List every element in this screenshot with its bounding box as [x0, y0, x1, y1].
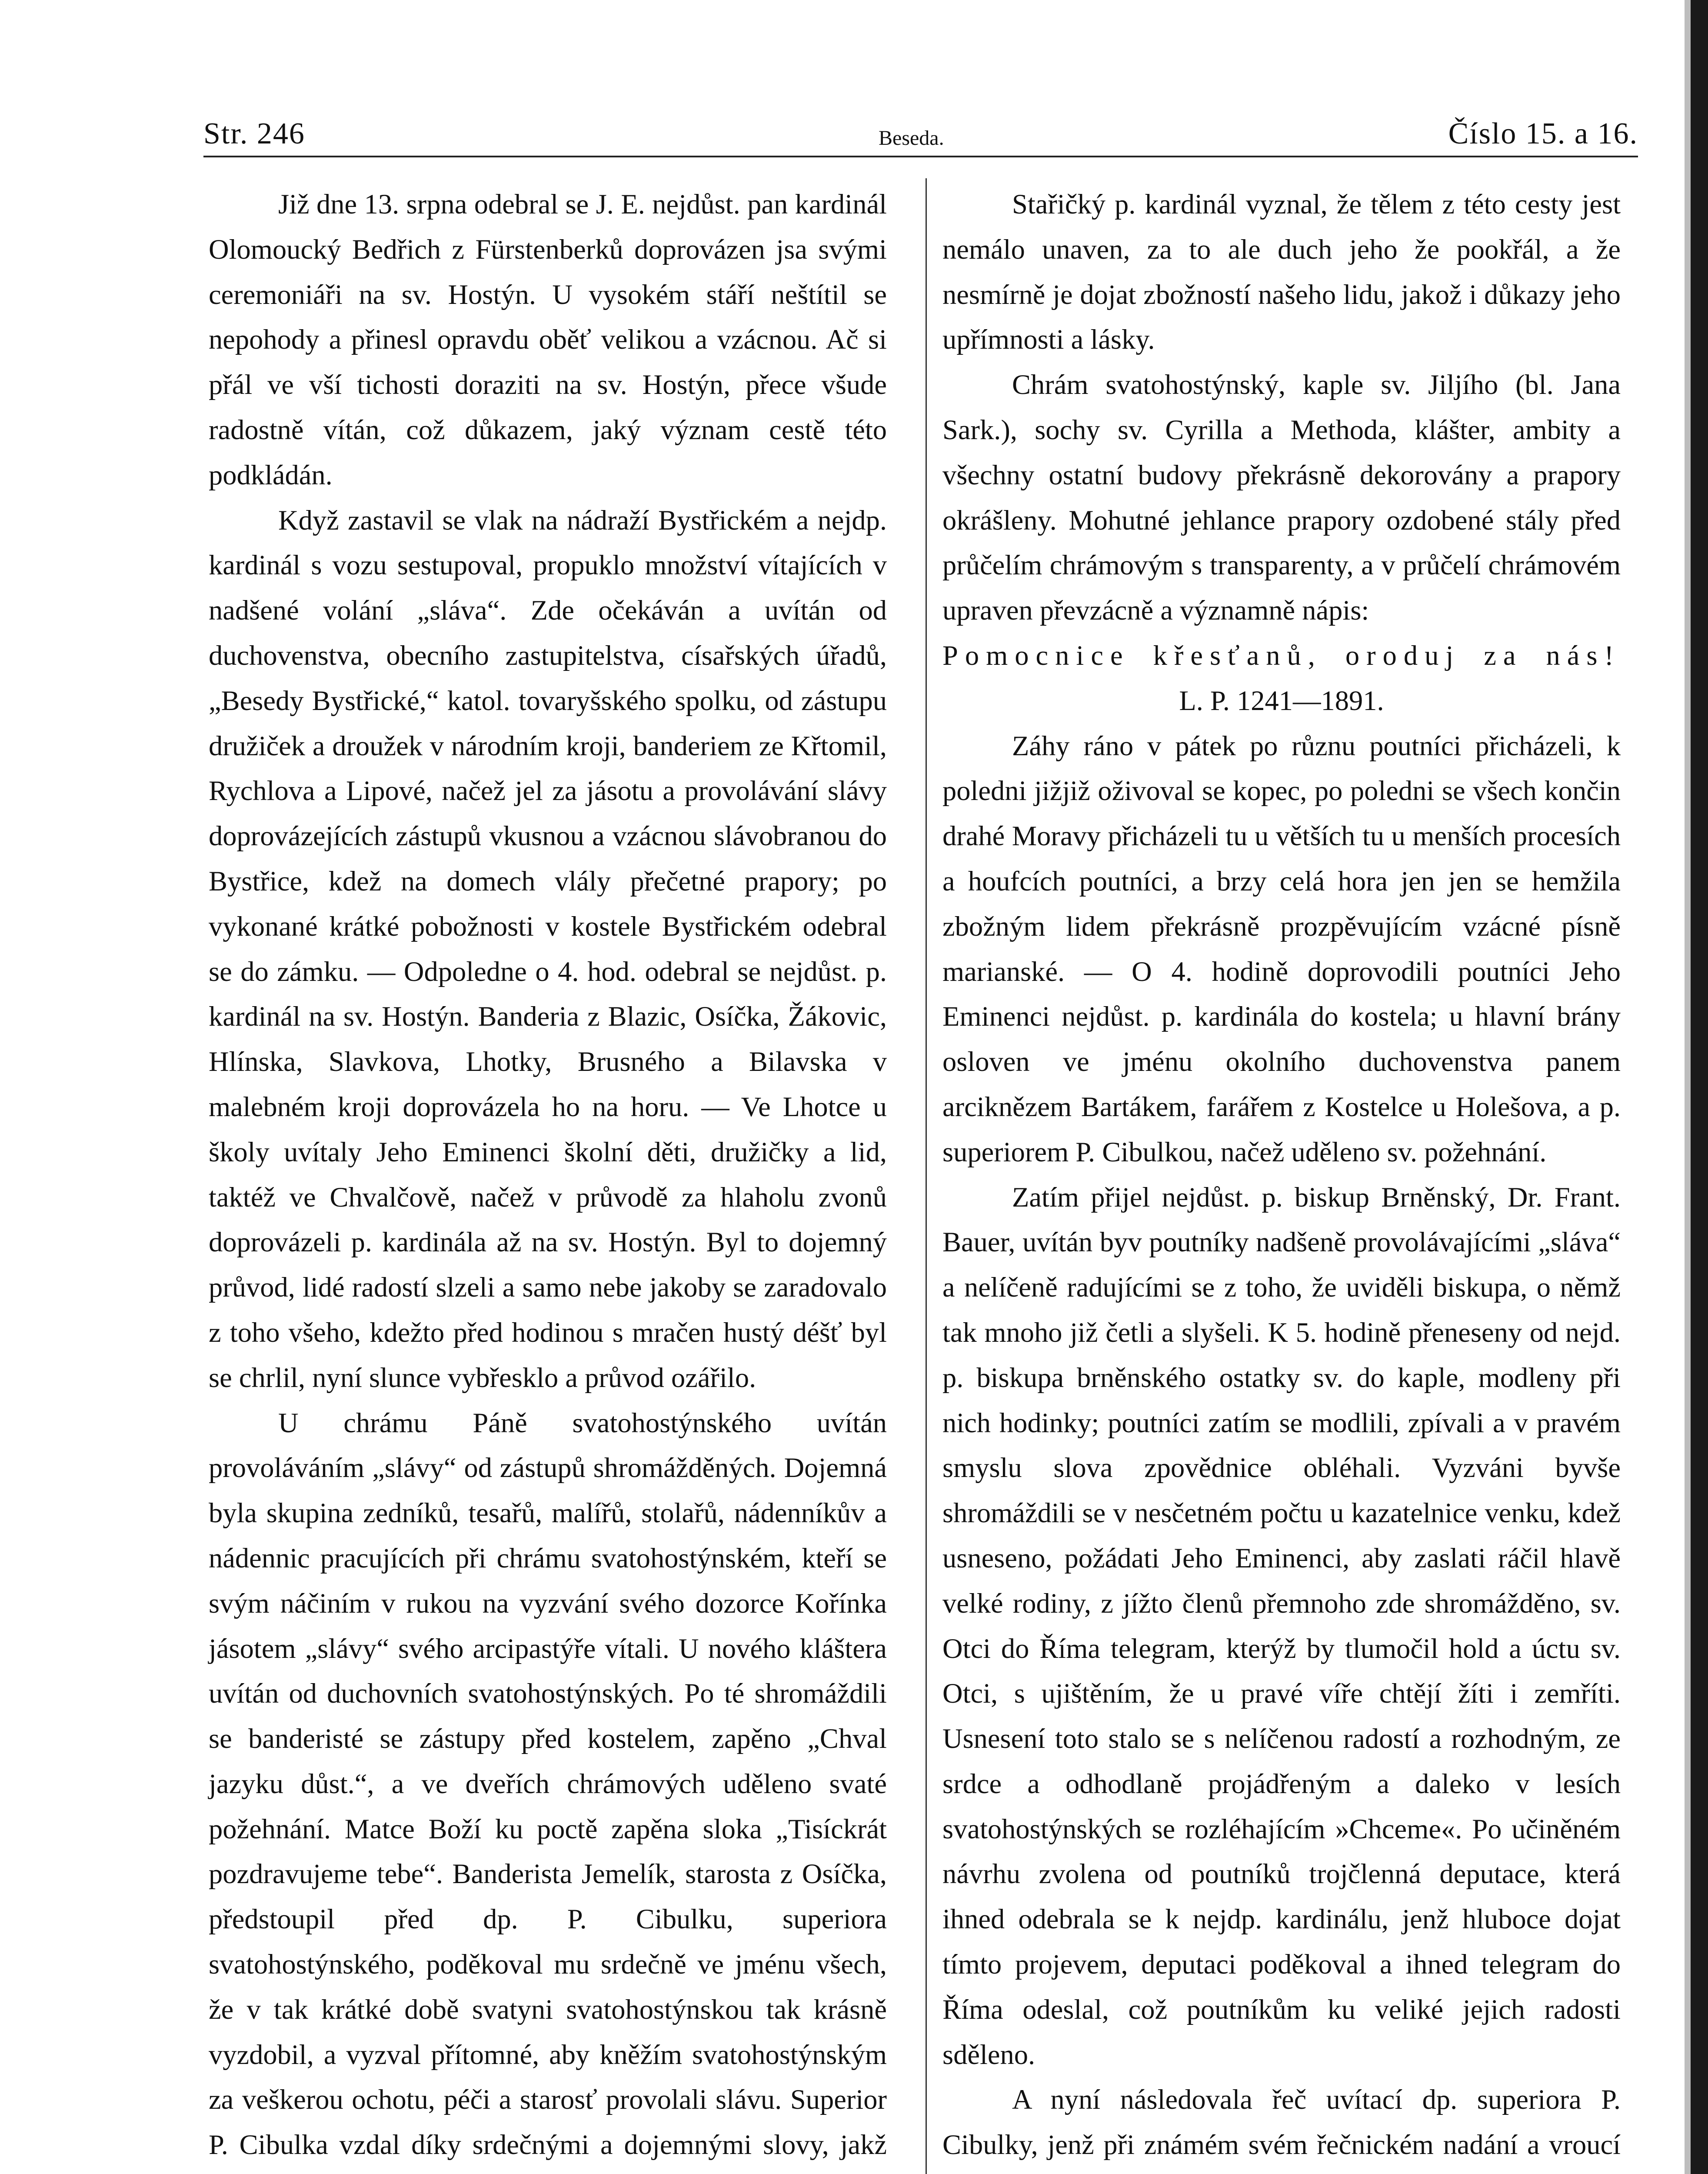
paragraph: Již dne 13. srpna odebral se J. E. nejdůst. pan kardinál Olomoucký Bedřich z Fürstenberků doprovázen jsa svými ceremoniáři na sv. Hostýn. U vysokém stáří neštítil se nepohody a přinesl opravdu oběť velikou a vzácnou. Ač si přál ve vší tichosti doraziti na sv. Hostýn, přece všude radostně vítán, což důkazem, jaký význam cestě této podkládán.: [209, 189, 887, 490]
paragraph: Zatím přijel nejdůst. p. biskup Brněnský, Dr. Frant. Bauer, uvítán byv poutníky nadšeně provolávajícími „sláva“ a nelíčeně radujícími se z toho, že uviděli biskupa, o němž tak mnoho již četli a slyšeli. K 5. hodině přeneseny od nejd. p. biskupa brněnského ostatky sv. do kaple, modleny při nich hodinky; poutníci zatím se modlili, zpívali a v pravém smyslu slova zpovědnice obléhali. Vyzváni byvše shromáždili se v nesčetném počtu u kazatelnice venku, kdež usneseno, požádati Jeho Eminenci, aby zaslati ráčil hlavě velké rodiny, z jížto členů přemnoho zde shromážděno, sv. Otci do Říma telegram, kterýž by tlumočil hold a úctu sv. Otci, s ujištěním, že u pravé víře chtějí žíti i zemříti. Usnesení toto stalo se s nelíčenou radostí a rozhodným, ze srdce a odhodlaně projádřeným a daleko v lesích svatohostýnských se rozléhajícím »Chceme«. Po učiněném návrhu zvolena od poutníků trojčlenná deputace, která ihned odebrala se k nejdp. kardinálu, jenž hluboce dojat tímto projevem, deputaci poděkoval a ihned telegram do Říma odeslal, což poutníkům ku veliké jejich radosti sděleno.: [942, 1181, 1621, 2070]
inscription: Pomocnice křesťanů, oroduj za nás!: [942, 640, 1621, 671]
date-line: L. P. 1241—1891.: [1179, 685, 1384, 716]
paragraph: U chrámu Páně svatohostýnského uvítán provoláváním „slávy“ od zástupů shromážděných. Dojemná byla skupina zedníků, tesařů, malířů, stolařů, nádenníkův a nádennic pracujících při chrámu svatohostýnském, kteří se svým náčiním v rukou na vyzvání svého dozorce Kořínka jásotem „slávy“ svého arcipastýře vítali. U nového kláštera uvítán od duchovních svatohostýnských. Po té shromáždili se banderisté se zástupy před kostelem, zapěno „Chval jazyku důst.“, a ve dveřích chrámových uděleno svaté požehnání. Matce Boží ku poctě zapěna sloka „Tisíckrát pozdravujeme tebe“. Banderista Jemelík, starosta z Osíčka, předstoupil před dp. P. Cibulku, superiora svatohostýnského, poděkoval mu srdečně ve jménu všech, že v tak krátké době svatyni svatohostýnskou tak krásně vyzdobil, a vyzval přítomné, aby kněžím svatohostýnským za veškerou ochotu, péči a starosť provolali slávu. Superior P. Cibulka vzdal díky srdečnými a dojemnými slovy, jakž: [209, 1407, 887, 2161]
paragraph: Stařičký p. kardinál vyznal, že tělem z této cesty jest nemálo unaven, za to ale duch jeho že pookřál, a že nesmírně je dojat zbožností našeho lidu, jakož i důkazy jeho upřímnosti a lásky.: [942, 189, 1621, 355]
left-column: [209, 182, 887, 2174]
paragraph: Chrám svatohostýnský, kaple sv. Jiljího (bl. Jana Sark.), sochy sv. Cyrilla a Methoda, klášter, ambity a všechny ostatní budovy překrásně dekorovány a prapory okrášleny. Mohutné jehlance prapory ozdobené stály před průčelím chrámovým s transparenty, a v průčelí chrámovém upraven převzácně a významně nápis:: [942, 369, 1621, 626]
paragraph: Když zastavil se vlak na nádraží Bystřickém a nejdp. kardinál s vozu sestupoval, propuklo množství vítajících v nadšené volání „sláva“. Zde očekáván a uvítán od duchovenstva, obecního zastupitelstva, císařských úřadů, „Besedy Bystřické,“ katol. tovaryšského spolku, od zástupu družiček a droužek v národním kroji, banderiem ze Křtomil, Rychlova a Lipové, načež jel za jásotu a provolávání slávy doprovázejících zástupů vkusnou a vzácnou slávobranou do Bystřice, kdež na domech vlály přečetné prapory; po vykonané krátké pobožnosti v kostele Bystřickém odebral se do zámku. — Odpoledne o 4. hod. odebral se nejdůst. p. kardinál na sv. Hostýn. Banderia z Blazic, Osíčka, Žákovic, Hlínska, Slavkova, Lhotky, Brusného a Bilavska v malebném kroji doprovázela ho na horu. — Ve Lhotce u školy uvítaly Jeho Eminenci školní děti, družičky a lid, taktéž ve Chvalčově, načež v průvodě za hlaholu zvonů doprovázeli p. kardinála až na sv. Hostýn. Byl to dojemný průvod, lidé radostí slzeli a samo nebe jakoby se zaradovalo z toho všeho, kdežto před hodinou s mračen hustý déšť byl se chrlil, nyní slunce vybřesklo a průvod ozářilo.: [209, 504, 887, 1393]
scan-border: [1691, 0, 1708, 2174]
issue-number: Číslo 15. a 16.: [1448, 117, 1638, 150]
page-header: [203, 108, 1638, 157]
page-edge-shadow: [1685, 0, 1691, 2174]
paragraph: Záhy ráno v pátek po různu poutníci přicházeli, k poledni jižjiž oživoval se kopec, po poledni se všech končin drahé Moravy přicházeli tu u větších tu u menších procesích a houfcích poutníci, a brzy celá hora jen jen se hemžila zbožným lidem překrásně prozpěvujícím vzácné písně marianské. — O 4. hodině doprovodili poutníci Jeho Eminenci nejdůst. p. kardinála do kostela; u hlavní brány osloven ve jménu okolního duchovenstva panem arciknězem Bartákem, farářem z Kostelce u Holešova, a p. superiorem P. Cibulkou, načež uděleno sv. požehnání.: [942, 730, 1621, 1167]
right-column: [942, 182, 1621, 2174]
running-title: Beseda.: [879, 127, 944, 150]
paragraph: A nyní následovala řeč uvítací dp. superiora P. Cibulky, jenž při známém svém řečnickém nadání a vroucí: [942, 2084, 1621, 2161]
page-number: Str. 246: [203, 117, 305, 150]
column-divider: [926, 178, 927, 2174]
